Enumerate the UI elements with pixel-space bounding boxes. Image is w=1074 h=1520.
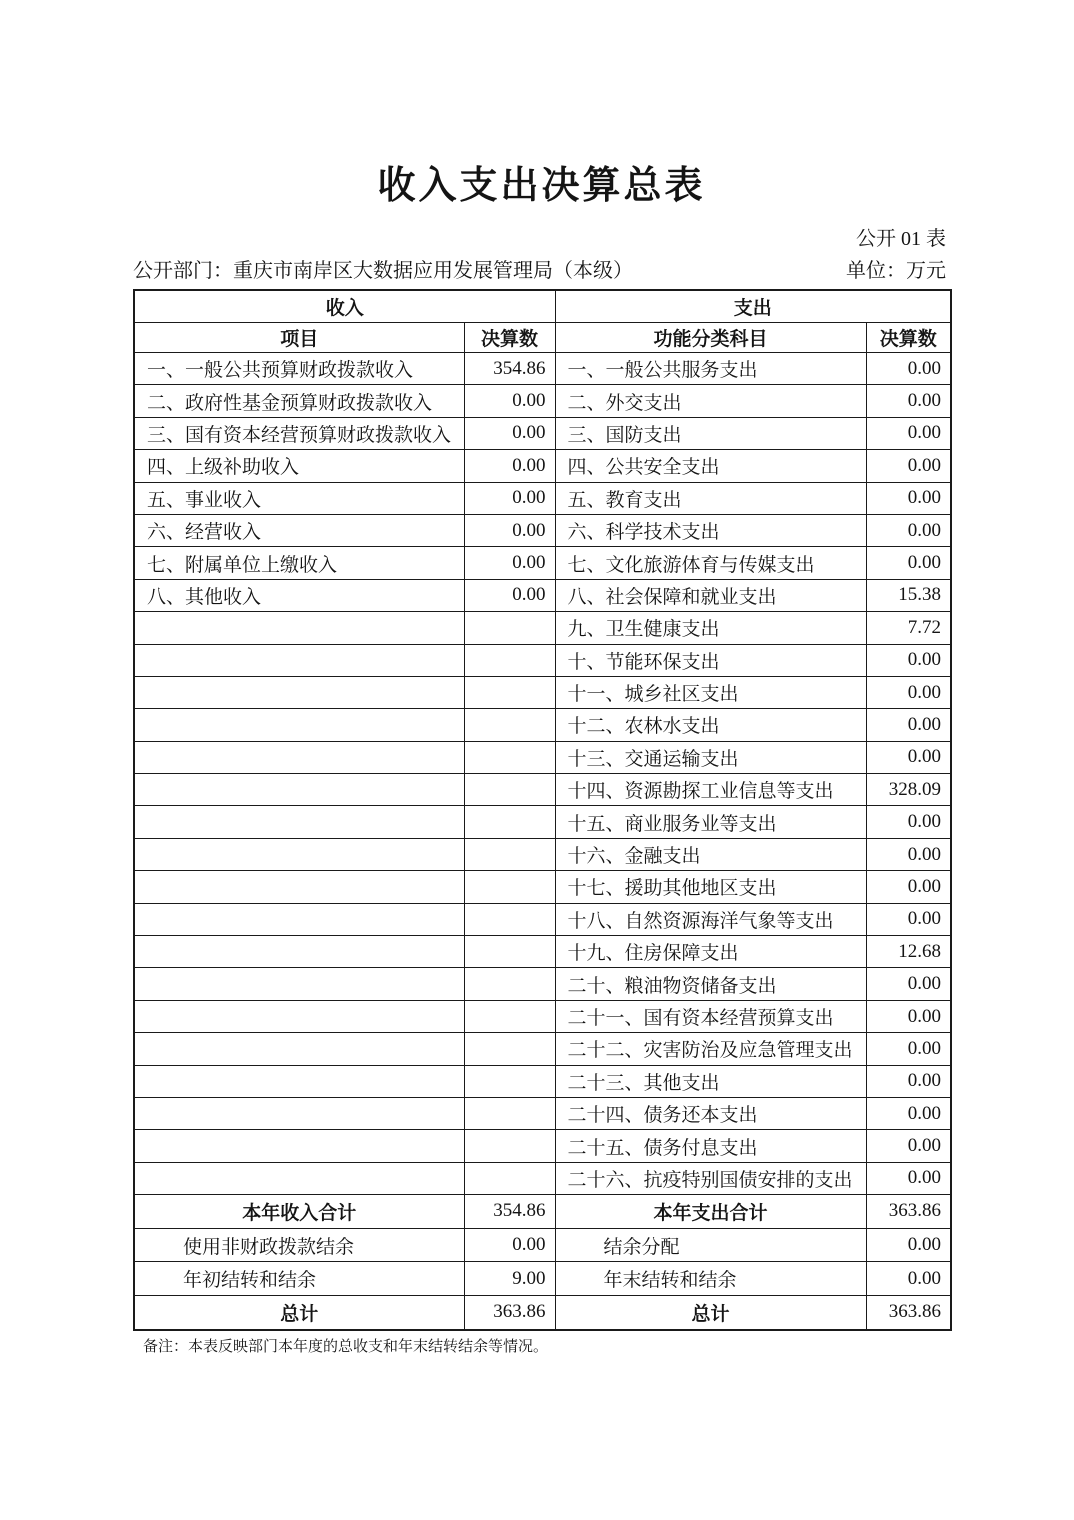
expense-value-cell: 0.00 [866,385,951,417]
expense-item-cell: 总计 [555,1295,866,1329]
income-value-cell [464,644,555,676]
income-item-cell [134,1000,464,1032]
income-item-cell [134,838,464,870]
table-row [134,1162,951,1194]
table-row [134,676,951,708]
income-value-cell [464,1097,555,1129]
expense-value-cell: 0.00 [866,417,951,449]
income-item-cell [134,644,464,676]
income-item-cell: 年初结转和结余 [134,1262,464,1296]
income-value-cell [464,1162,555,1194]
income-value-cell: 363.86 [464,1295,555,1329]
expense-value-cell: 0.00 [866,644,951,676]
expense-item-cell: 七、文化旅游体育与传媒支出 [555,547,866,579]
expense-item-cell: 十二、农林水支出 [555,709,866,741]
expense-item-cell: 四、公共安全支出 [555,450,866,482]
expense-item-cell: 二十一、国有资本经营预算支出 [555,1000,866,1032]
expense-value-cell: 0.00 [866,482,951,514]
income-value-cell [464,1065,555,1097]
expense-value-cell: 7.72 [866,612,951,644]
expense-item-cell: 二十二、灾害防治及应急管理支出 [555,1033,866,1065]
expense-item-cell: 三、国防支出 [555,417,866,449]
expense-value-cell: 0.00 [866,1228,951,1262]
income-value-cell [464,936,555,968]
table-row [134,417,951,449]
table-row [134,936,951,968]
expense-item-cell: 十一、城乡社区支出 [555,676,866,708]
expense-value-cell: 0.00 [866,1065,951,1097]
table-row [134,709,951,741]
footnote: 备注：本表反映部门本年度的总收支和年末结转结余等情况。 [143,1338,549,1355]
table-row [134,612,951,644]
income-item-cell: 一、一般公共预算财政拨款收入 [134,353,464,385]
income-item-cell: 本年收入合计 [134,1195,464,1229]
department-label: 公开部门：重庆市南岸区大数据应用发展管理局（本级） [133,260,633,282]
expense-item-cell: 十三、交通运输支出 [555,741,866,773]
expense-item-cell: 结余分配 [555,1228,866,1262]
table-row [134,353,951,385]
expense-value-cell: 0.00 [866,1162,951,1194]
expense-item-cell: 六、科学技术支出 [555,514,866,546]
expense-value-cell: 15.38 [866,579,951,611]
meta-line [133,258,950,284]
expense-item-cell: 九、卫生健康支出 [555,612,866,644]
table-row [134,385,951,417]
income-item-cell [134,709,464,741]
income-value-cell [464,1130,555,1162]
table-row [134,774,951,806]
expense-value-cell: 0.00 [866,903,951,935]
expense-value-cell: 0.00 [866,806,951,838]
income-value-cell [464,1033,555,1065]
section-header-row [134,290,951,323]
expense-value-cell: 0.00 [866,709,951,741]
expense-value-cell: 0.00 [866,676,951,708]
expense-section-header: 支出 [555,290,951,323]
column-header-income-item: 项目 [134,323,464,353]
income-item-cell [134,903,464,935]
table-row [134,1033,951,1065]
expense-item-cell: 五、教育支出 [555,482,866,514]
income-value-cell: 0.00 [464,417,555,449]
income-value-cell: 9.00 [464,1262,555,1296]
income-item-cell [134,936,464,968]
income-item-cell [134,1130,464,1162]
income-value-cell [464,741,555,773]
table-row [134,741,951,773]
expense-value-cell: 0.00 [866,1000,951,1032]
expense-item-cell: 十七、援助其他地区支出 [555,871,866,903]
document-body [133,0,950,1357]
table-row [134,514,951,546]
income-value-cell [464,676,555,708]
page-title: 收入支出决算总表 [377,165,706,207]
income-item-cell [134,774,464,806]
table-row [134,1065,951,1097]
income-value-cell: 0.00 [464,579,555,611]
income-value-cell [464,838,555,870]
income-item-cell: 五、事业收入 [134,482,464,514]
income-section-header: 收入 [134,290,555,323]
table-row [134,1000,951,1032]
income-value-cell: 0.00 [464,482,555,514]
income-item-cell: 二、政府性基金预算财政拨款收入 [134,385,464,417]
column-header-row [134,323,951,353]
column-header-expense-item: 功能分类科目 [555,323,866,353]
summary-row [134,1295,951,1329]
table-row [134,1097,951,1129]
expense-value-cell: 0.00 [866,514,951,546]
expense-item-cell: 一、一般公共服务支出 [555,353,866,385]
income-value-cell: 0.00 [464,547,555,579]
unit-label: 单位：万元 [846,260,946,282]
income-value-cell: 0.00 [464,1228,555,1262]
table-row [134,482,951,514]
table-row [134,1130,951,1162]
expense-item-cell: 二十五、债务付息支出 [555,1130,866,1162]
income-item-cell [134,612,464,644]
expense-item-cell: 十五、商业服务业等支出 [555,806,866,838]
table-row [134,579,951,611]
expense-item-cell: 年末结转和结余 [555,1262,866,1296]
income-item-cell [134,1033,464,1065]
income-value-cell: 0.00 [464,514,555,546]
form-number-label: 公开 01 表 [856,228,946,250]
expense-item-cell: 十、节能环保支出 [555,644,866,676]
expense-value-cell: 0.00 [866,353,951,385]
expense-value-cell: 328.09 [866,774,951,806]
expense-value-cell: 363.86 [866,1195,951,1229]
summary-row [134,1262,951,1296]
expense-item-cell: 二、外交支出 [555,385,866,417]
table-row [134,903,951,935]
expense-value-cell: 12.68 [866,936,951,968]
expense-value-cell: 0.00 [866,450,951,482]
income-value-cell [464,774,555,806]
expense-value-cell: 0.00 [866,741,951,773]
income-item-cell [134,1162,464,1194]
summary-row [134,1228,951,1262]
table-row [134,806,951,838]
expense-value-cell: 0.00 [866,1033,951,1065]
income-item-cell: 三、国有资本经营预算财政拨款收入 [134,417,464,449]
income-value-cell [464,903,555,935]
column-header-income-value: 决算数 [464,323,555,353]
expense-item-cell: 八、社会保障和就业支出 [555,579,866,611]
expense-value-cell: 0.00 [866,838,951,870]
income-item-cell: 使用非财政拨款结余 [134,1228,464,1262]
expense-value-cell: 0.00 [866,871,951,903]
income-value-cell [464,871,555,903]
expense-value-cell: 0.00 [866,1130,951,1162]
expense-value-cell: 363.86 [866,1295,951,1329]
expense-item-cell: 二十、粮油物资储备支出 [555,968,866,1000]
expense-item-cell: 十六、金融支出 [555,838,866,870]
expense-value-cell: 0.00 [866,547,951,579]
income-item-cell: 八、其他收入 [134,579,464,611]
expense-value-cell: 0.00 [866,1262,951,1296]
income-value-cell [464,968,555,1000]
income-item-cell [134,1065,464,1097]
table-row [134,838,951,870]
summary-row [134,1195,951,1229]
expense-item-cell: 二十三、其他支出 [555,1065,866,1097]
expense-item-cell: 二十六、抗疫特别国债安排的支出 [555,1162,866,1194]
expense-item-cell: 十九、住房保障支出 [555,936,866,968]
income-value-cell [464,612,555,644]
income-item-cell: 七、附属单位上缴收入 [134,547,464,579]
column-header-expense-value: 决算数 [866,323,951,353]
income-item-cell [134,968,464,1000]
income-item-cell: 四、上级补助收入 [134,450,464,482]
expense-item-cell: 十四、资源勘探工业信息等支出 [555,774,866,806]
income-value-cell [464,1000,555,1032]
expense-item-cell: 本年支出合计 [555,1195,866,1229]
income-value-cell [464,709,555,741]
income-value-cell: 0.00 [464,450,555,482]
expense-item-cell: 十八、自然资源海洋气象等支出 [555,903,866,935]
table-row [134,450,951,482]
income-item-cell [134,676,464,708]
table-row [134,968,951,1000]
expense-value-cell: 0.00 [866,968,951,1000]
table-row [134,547,951,579]
income-item-cell [134,1097,464,1129]
income-item-cell [134,871,464,903]
income-item-cell: 六、经营收入 [134,514,464,546]
expense-value-cell: 0.00 [866,1097,951,1129]
income-item-cell [134,806,464,838]
income-value-cell [464,806,555,838]
expense-item-cell: 二十四、债务还本支出 [555,1097,866,1129]
table-row [134,871,951,903]
income-value-cell: 354.86 [464,353,555,385]
income-value-cell: 354.86 [464,1195,555,1229]
income-value-cell: 0.00 [464,385,555,417]
table-row [134,644,951,676]
income-item-cell: 总计 [134,1295,464,1329]
income-item-cell [134,741,464,773]
income-expense-table [133,289,952,1331]
